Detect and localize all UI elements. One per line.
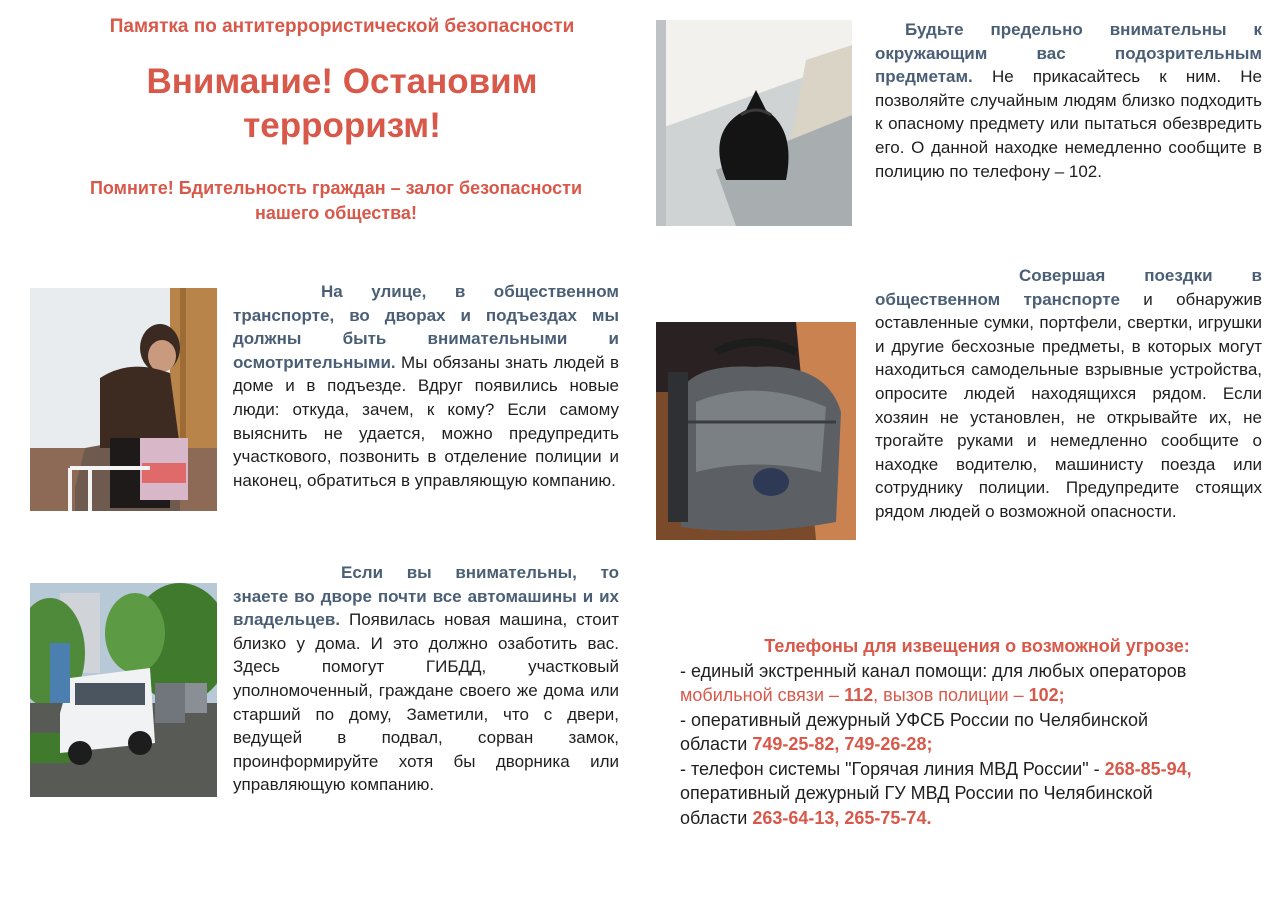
yard-section	[233, 561, 619, 797]
remember-line2: нашего общества!	[255, 203, 417, 223]
phones-line4-prefix: области	[680, 734, 753, 754]
phones-line6: оперативный дежурный ГУ МВД России по Челябинской	[680, 783, 1153, 803]
phones-line3: - оперативный дежурный УФСБ России по Челябинской	[680, 709, 1149, 730]
phones-line1: - единый экстренный канал помощи: для любых операторов	[680, 660, 1187, 681]
transport-text: и обнаружив оставленные сумки, портфели, свертки, игрушки и другие бесхозные предметы, в которых могут находиться самодельные взрывные устройства, опросите людей находящихся рядом. Если хозяин не установлен, не открывайте их, не трогайте руками и немедленно сообщите о находке водителю, машинисту поезда или сотруднику полиции. Предупредите стоящих рядом людей о возможной опасности.	[875, 289, 1262, 521]
phones-heading: Телефоны для извещения о возможной угрозе:	[764, 636, 1190, 656]
main-title-line1: Внимание! Остановим	[146, 62, 538, 101]
phones-line2	[680, 683, 1274, 708]
transport-bold: Совершая поездки в общественном транспорте	[875, 266, 1262, 309]
yard-bold: Если вы внимательны, то знаете во дворе почти все автомашины и их владельцев.	[233, 563, 619, 630]
phones-line2-mid: , вызов полиции –	[873, 685, 1029, 705]
phones-line5-text: - телефон системы "Горячая линия МВД России" -	[680, 758, 1105, 779]
entrance-photo	[30, 288, 217, 511]
phones-line2-prefix: мобильной связи –	[680, 685, 845, 705]
street-text: Мы обязаны знать людей в доме и в подъезде. Вдруг появились новые люди: откуда, зачем, к кому? Если самому выяснить не удается, можно предупредить участкового, позвонить в отделение полиции и наконец, обратиться в управляющую компанию.	[233, 352, 619, 490]
remember-slogan	[28, 176, 644, 226]
phones-line5	[680, 757, 1274, 782]
street-bold: На улице, в общественном транспорте, во дворах и подъездах мы должны быть внимательными и осмотрительными.	[233, 282, 619, 372]
phone-number-102: 102;	[1028, 685, 1065, 705]
yard-cars-photo	[30, 583, 217, 797]
main-title-line2: терроризм!	[243, 106, 441, 145]
hotline-phone-number: 268-85-94,	[1104, 758, 1192, 779]
abandoned-bag-photo	[656, 322, 856, 540]
phone-number-112: 112	[844, 685, 874, 705]
memo-title: Памятка по антитеррористической безопасности	[109, 16, 575, 37]
main-title	[40, 60, 644, 148]
fsb-phone-numbers: 749-25-82, 749-26-28;	[752, 734, 933, 754]
objects-section	[875, 18, 1262, 183]
street-section	[233, 280, 619, 492]
suspicious-bag-photo	[656, 20, 852, 226]
transport-section	[875, 264, 1262, 524]
remember-line1: Помните! Бдительность граждан – залог безопасности	[89, 178, 583, 198]
mvd-phone-numbers: 263-64-13, 265-75-74.	[752, 807, 932, 828]
yard-text: Появилась новая машина, стоит близко у дома. И это должно озаботить вас. Здесь помогут ГИБДД, участковый уполномоченный, граждане своего же дома или старший по дому, Заметили, что с двери, ведущей в подвал, сорван замок, проинформируйте хотя бы дворника или управляющую компанию.	[233, 610, 619, 795]
objects-bold: Будьте предельно внимательны к окружающим вас подозрительным предметам.	[875, 20, 1262, 87]
objects-text: Не прикасайтесь к ним. Не позволяйте случайным людям близко подходить к опасному предмету или пытаться обезвредить его. О данной находке немедленно сообщите в полицию по телефону – 102.	[875, 67, 1262, 181]
phones-line7-prefix: области	[680, 807, 753, 828]
phones-line7	[680, 806, 1274, 831]
phones-line4	[680, 732, 1274, 757]
emergency-phones	[680, 634, 1274, 830]
